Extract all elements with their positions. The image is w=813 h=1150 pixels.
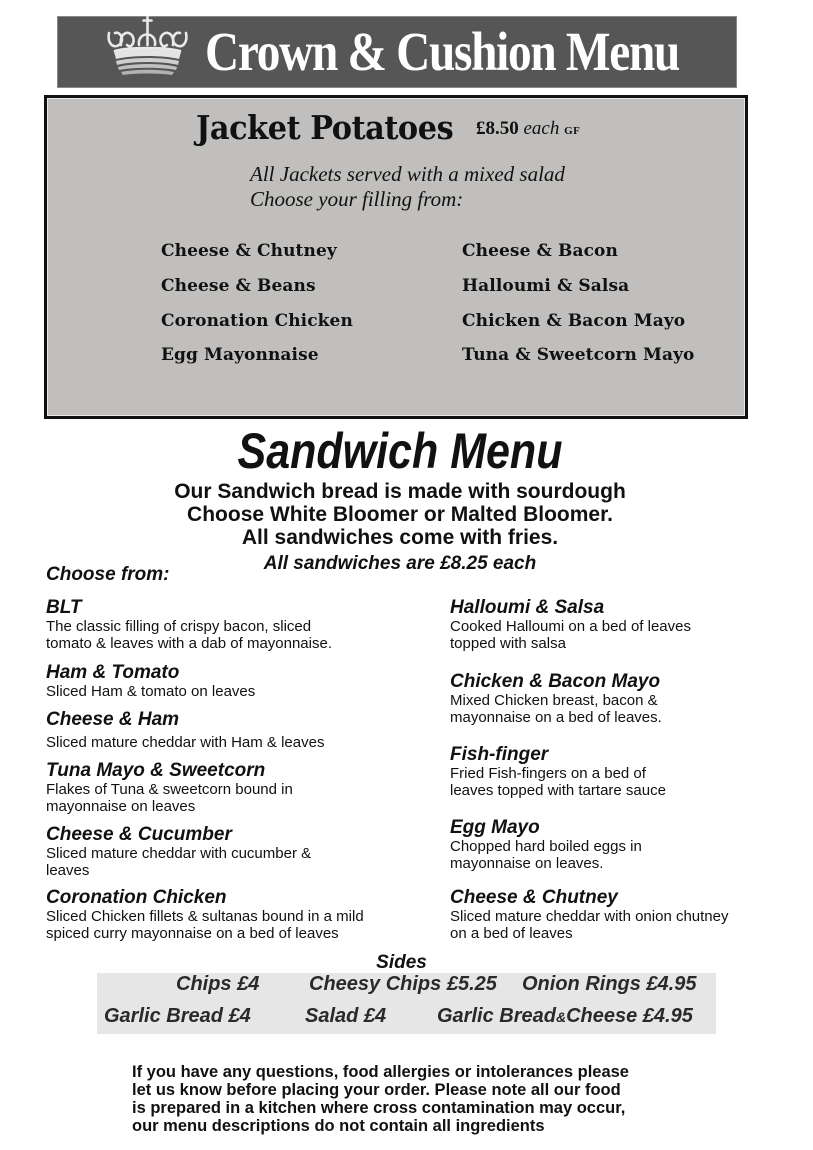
sandwich-description: Sliced mature cheddar with Ham & leaves	[46, 734, 325, 751]
filling-item: Cheese & Beans	[161, 276, 316, 296]
sandwich-item	[46, 663, 255, 700]
allergy-disclaimer: is prepared in a kitchen where cross contamination may occur,	[132, 1099, 626, 1117]
sandwich-description: leaves	[46, 862, 90, 879]
sandwich-name: Ham & Tomato	[46, 662, 180, 683]
sandwich-item	[46, 888, 364, 942]
side-item	[437, 1004, 693, 1029]
sandwich-name: Cheese & Chutney	[450, 887, 618, 908]
sandwich-description: Flakes of Tuna & sweetcorn bound in	[46, 781, 293, 798]
sandwich-description: topped with salsa	[450, 635, 566, 652]
side-item: Salad £4	[305, 1005, 387, 1027]
filling-item: Cheese & Bacon	[462, 241, 618, 261]
sandwich-name: Chicken & Bacon Mayo	[450, 671, 661, 692]
sandwich-description: Sliced mature cheddar with cucumber &	[46, 845, 312, 862]
jacket-price-suffix: each	[523, 118, 560, 139]
side-item-part: Cheese £4.95	[566, 1005, 693, 1027]
allergy-disclaimer: If you have any questions, food allergies or intolerances please	[132, 1063, 629, 1081]
sandwich-menu-heading: Sandwich Menu	[237, 423, 563, 479]
sandwich-item	[450, 672, 662, 726]
sandwich-description: Cooked Halloumi on a bed of leaves	[450, 618, 691, 635]
side-item: Chips £4	[176, 973, 260, 995]
sandwich-item	[46, 710, 324, 751]
side-item: Garlic Bread £4	[104, 1005, 251, 1027]
sandwich-description: mayonnaise on leaves.	[450, 855, 604, 872]
jacket-price-value: £8.50	[476, 118, 519, 139]
menu-title: Crown & Cushion Menu	[205, 21, 680, 82]
sandwich-description: mayonnaise on leaves	[46, 798, 196, 815]
sandwich-name: Fish-finger	[450, 744, 549, 765]
filling-item: Halloumi & Salsa	[462, 276, 630, 296]
allergy-disclaimer: let us know before placing your order. Please note all our food	[132, 1081, 621, 1099]
side-item: Cheesy Chips £5.25	[309, 973, 497, 995]
sandwich-name: Egg Mayo	[450, 817, 540, 838]
sandwich-name: BLT	[46, 597, 82, 618]
filling-item: Egg Mayonnaise	[161, 345, 319, 365]
ampersand: &	[555, 1009, 567, 1025]
sandwich-price-note: All sandwiches are £8.25 each	[263, 553, 537, 574]
choose-from-label: Choose from:	[46, 564, 170, 585]
sandwich-item	[450, 888, 729, 942]
sandwich-description: The classic filling of crispy bacon, sliced	[46, 618, 312, 635]
sandwich-item	[450, 745, 666, 799]
sandwich-description: Fried Fish-fingers on a bed of	[450, 765, 646, 782]
sandwich-item	[450, 598, 691, 652]
sandwich-description: Chopped hard boiled eggs in	[450, 838, 642, 855]
sandwich-name: Cheese & Ham	[46, 709, 180, 730]
sandwich-item	[46, 825, 311, 879]
jacket-subtitle: All Jackets served with a mixed salad	[250, 162, 565, 186]
sandwich-name: Coronation Chicken	[46, 887, 227, 908]
crown-icon	[105, 15, 190, 78]
sandwich-name: Halloumi & Salsa	[450, 597, 605, 618]
sandwich-description: leaves topped with tartare sauce	[450, 782, 666, 799]
sandwich-intro: All sandwiches come with fries.	[241, 526, 559, 549]
filling-item: Coronation Chicken	[161, 311, 353, 331]
sandwich-item	[450, 818, 642, 872]
sandwich-item	[46, 761, 293, 815]
sandwich-name: Tuna Mayo & Sweetcorn	[46, 760, 266, 781]
filling-item: Cheese & Chutney	[161, 241, 337, 261]
side-item: Onion Rings £4.95	[522, 973, 697, 995]
sandwich-description: mayonnaise on a bed of leaves.	[450, 709, 662, 726]
jacket-price	[476, 117, 580, 143]
sides-heading: Sides	[376, 952, 427, 973]
sandwich-intro: Our Sandwich bread is made with sourdough	[174, 480, 626, 503]
sandwich-intro: Choose White Bloomer or Malted Bloomer.	[187, 503, 613, 526]
sandwich-description: Sliced Ham & tomato on leaves	[46, 683, 256, 700]
gluten-free-badge: GF	[564, 125, 581, 137]
side-item-part: Garlic Bread	[437, 1005, 556, 1027]
allergy-disclaimer: our menu descriptions do not contain all ingredients	[132, 1117, 545, 1135]
filling-item: Chicken & Bacon Mayo	[462, 311, 686, 331]
sandwich-description: on a bed of leaves	[450, 925, 573, 942]
sandwich-description: tomato & leaves with a dab of mayonnaise.	[46, 635, 332, 652]
sandwich-description: Mixed Chicken breast, bacon &	[450, 692, 658, 709]
sandwich-description: Sliced mature cheddar with onion chutney	[450, 908, 729, 925]
sandwich-name: Cheese & Cucumber	[46, 824, 232, 845]
jacket-subtitle: Choose your filling from:	[250, 187, 464, 211]
sandwich-item	[46, 598, 332, 652]
jacket-potatoes-heading: Jacket Potatoes	[196, 108, 454, 147]
sandwich-description: spiced curry mayonnaise on a bed of leaves	[46, 925, 339, 942]
filling-item: Tuna & Sweetcorn Mayo	[462, 345, 695, 365]
sandwich-description: Sliced Chicken fillets & sultanas bound in a mild	[46, 908, 364, 925]
